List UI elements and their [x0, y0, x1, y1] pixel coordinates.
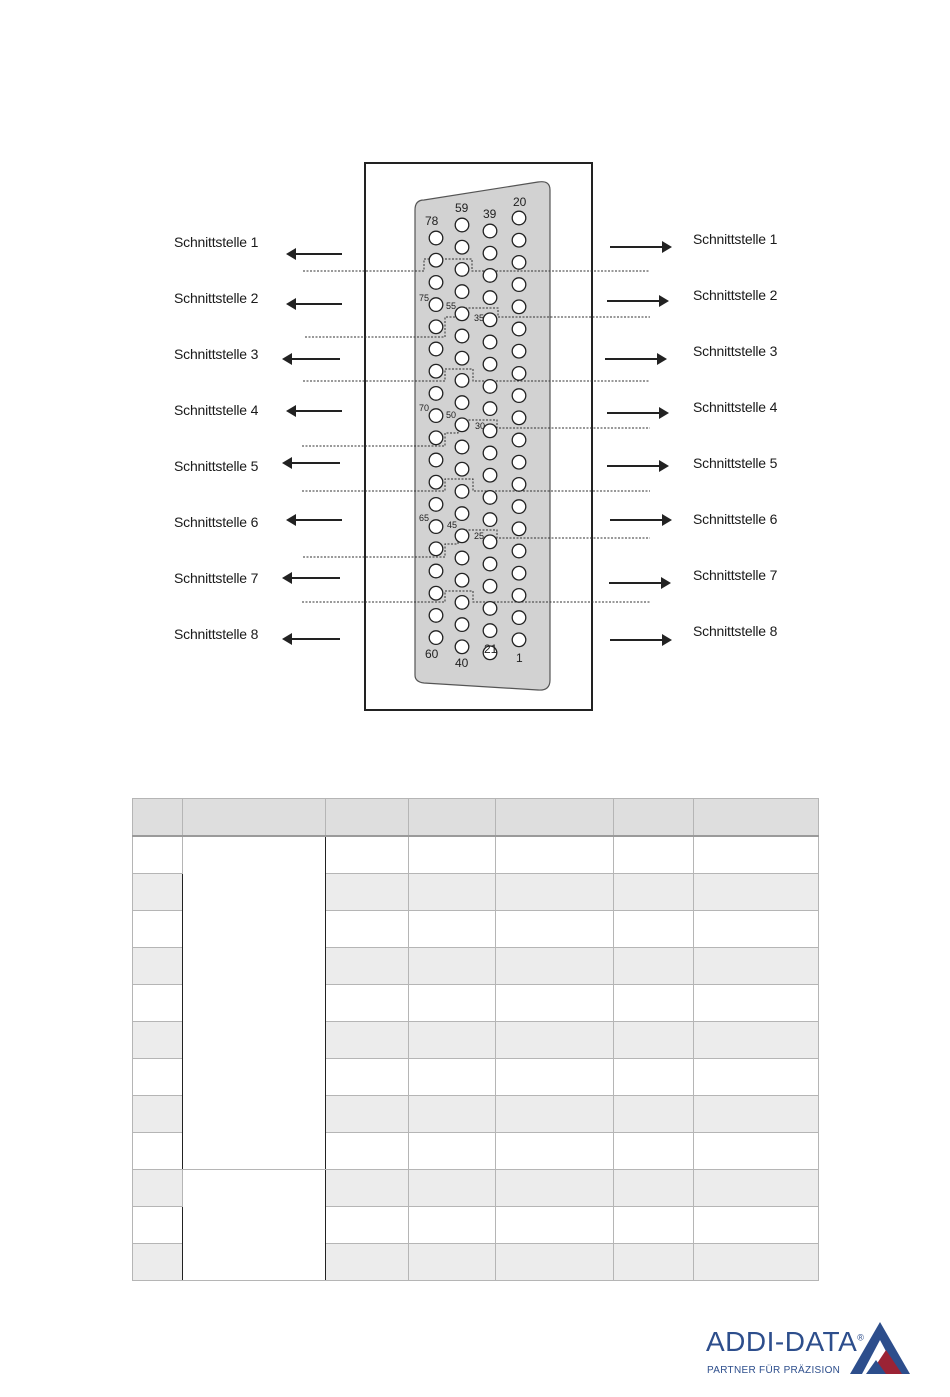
- pin-label-75: 75: [419, 293, 430, 303]
- pin-label-35: 35: [474, 313, 485, 323]
- connector-pin: [512, 589, 526, 603]
- addi-data-logo: [706, 1320, 916, 1382]
- left-interface-label-7: Schnittstelle 7: [174, 570, 259, 586]
- connector-pin: [429, 276, 443, 290]
- connector-pin: [483, 602, 497, 616]
- connector-pin: [455, 440, 469, 454]
- right-interface-label-5: Schnittstelle 5: [693, 455, 778, 471]
- pin-label-30: 30: [475, 421, 486, 431]
- pin-label-21: 21: [484, 642, 498, 656]
- group-cell: [183, 1170, 326, 1281]
- logo-triangle-icon: [848, 1320, 912, 1376]
- table-row: [133, 836, 819, 874]
- right-interface-label-1: Schnittstelle 1: [693, 231, 778, 247]
- connector-pin: [429, 298, 443, 312]
- pin-assignment-table: [132, 798, 819, 1281]
- connector-pin: [483, 424, 497, 438]
- table-row: [133, 1170, 819, 1207]
- left-interface-label-2: Schnittstelle 2: [174, 290, 259, 306]
- connector-pin: [455, 307, 469, 321]
- connector-pin: [483, 269, 497, 283]
- connector-pin: [483, 291, 497, 305]
- pin-label-55: 55: [446, 301, 457, 311]
- pin-label-45: 45: [447, 520, 458, 530]
- connector-pin: [429, 631, 443, 645]
- connector-pin: [512, 478, 526, 492]
- pin-label-70: 70: [419, 403, 430, 413]
- right-interface-label-2: Schnittstelle 2: [693, 287, 778, 303]
- connector-pin: [429, 453, 443, 467]
- connector-pin: [455, 418, 469, 432]
- connector-pin: [455, 374, 469, 388]
- connector-pin: [483, 335, 497, 349]
- right-interface-label-6: Schnittstelle 6: [693, 511, 778, 527]
- header-cell: [614, 799, 694, 837]
- connector-pin: [455, 485, 469, 499]
- connector-pin: [483, 491, 497, 505]
- pin-label-20: 20: [513, 195, 527, 209]
- connector-pin: [483, 579, 497, 593]
- pin-label-39: 39: [483, 207, 497, 221]
- connector-pin: [455, 551, 469, 565]
- connector-pin: [512, 522, 526, 536]
- connector-pin: [455, 396, 469, 410]
- header-cell: [409, 799, 496, 837]
- connector-pin: [512, 344, 526, 358]
- connector-pin: [429, 431, 443, 445]
- connector-pin: [455, 573, 469, 587]
- right-interface-label-3: Schnittstelle 3: [693, 343, 778, 359]
- connector-pin: [455, 240, 469, 254]
- left-interface-label-3: Schnittstelle 3: [174, 346, 259, 362]
- group-cell: [183, 836, 326, 1170]
- connector-pin: [512, 544, 526, 558]
- connector-pin: [512, 566, 526, 580]
- connector-pin: [512, 300, 526, 314]
- header-cell: [694, 799, 819, 837]
- logo-wordmark: ADDI-DATA®: [706, 1326, 865, 1357]
- connector-pin: [512, 500, 526, 514]
- pin-label-60: 60: [425, 647, 439, 661]
- connector-pin: [483, 402, 497, 416]
- connector-pin: [429, 475, 443, 489]
- connector-pin: [455, 263, 469, 277]
- connector-pin: [455, 618, 469, 632]
- right-interface-label-8: Schnittstelle 8: [693, 623, 778, 639]
- connector-pin: [429, 253, 443, 267]
- connector-pin: [455, 640, 469, 654]
- connector-pin: [483, 557, 497, 571]
- connector-pin: [455, 351, 469, 365]
- connector-pin: [483, 313, 497, 327]
- connector-pin: [429, 342, 443, 356]
- connector-pin: [429, 609, 443, 623]
- connector-pin: [512, 256, 526, 270]
- connector-pin: [429, 520, 443, 534]
- connector-pin: [483, 513, 497, 527]
- connector-pin: [483, 624, 497, 638]
- connector-pin: [512, 611, 526, 625]
- left-interface-label-6: Schnittstelle 6: [174, 514, 259, 530]
- pin-label-50: 50: [446, 410, 457, 420]
- pin-label-59: 59: [455, 201, 469, 215]
- connector-pin: [455, 507, 469, 521]
- connector-pin: [429, 231, 443, 245]
- connector-pin: [429, 364, 443, 378]
- header-cell: [496, 799, 614, 837]
- pin-label-78: 78: [425, 214, 439, 228]
- logo-tagline: PARTNER FÜR PRÄZISION: [707, 1365, 841, 1376]
- connector-pin: [455, 529, 469, 543]
- db78-connector-diagram: [300, 170, 660, 700]
- connector-pin: [512, 455, 526, 469]
- table-header-row: [133, 799, 819, 837]
- connector-pin: [455, 596, 469, 610]
- header-cell: [133, 799, 183, 837]
- connector-pin: [429, 498, 443, 512]
- connector-pin: [483, 535, 497, 549]
- connector-pin: [512, 633, 526, 647]
- connector-pin: [429, 387, 443, 401]
- connector-pin: [455, 285, 469, 299]
- connector-pin: [483, 357, 497, 371]
- connector-pin: [429, 586, 443, 600]
- connector-pin: [512, 367, 526, 381]
- header-cell: [326, 799, 409, 837]
- connector-pin: [512, 411, 526, 425]
- right-interface-label-7: Schnittstelle 7: [693, 567, 778, 583]
- connector-pin: [429, 542, 443, 556]
- connector-pin: [455, 329, 469, 343]
- connector-pin: [429, 409, 443, 423]
- connector-pin: [512, 389, 526, 403]
- left-interface-label-1: Schnittstelle 1: [174, 234, 259, 250]
- connector-pin: [512, 322, 526, 336]
- pin-label-40: 40: [455, 656, 469, 670]
- connector-pin: [483, 224, 497, 238]
- connector-pin: [512, 433, 526, 447]
- connector-pin: [483, 380, 497, 394]
- connector-pin: [483, 468, 497, 482]
- connector-pin: [483, 246, 497, 260]
- pin-label-1: 1: [516, 651, 523, 665]
- connector-pin: [512, 211, 526, 225]
- header-cell: [183, 799, 326, 837]
- pin-label-25: 25: [474, 531, 485, 541]
- connector-pin: [512, 278, 526, 292]
- left-interface-label-5: Schnittstelle 5: [174, 458, 259, 474]
- connector-pin: [429, 564, 443, 578]
- right-interface-label-4: Schnittstelle 4: [693, 399, 778, 415]
- connector-pin: [455, 462, 469, 476]
- pin-label-65: 65: [419, 513, 430, 523]
- left-interface-label-4: Schnittstelle 4: [174, 402, 259, 418]
- left-interface-label-8: Schnittstelle 8: [174, 626, 259, 642]
- connector-pin: [512, 233, 526, 247]
- connector-pin: [455, 218, 469, 232]
- connector-pin: [483, 446, 497, 460]
- connector-pin: [429, 320, 443, 334]
